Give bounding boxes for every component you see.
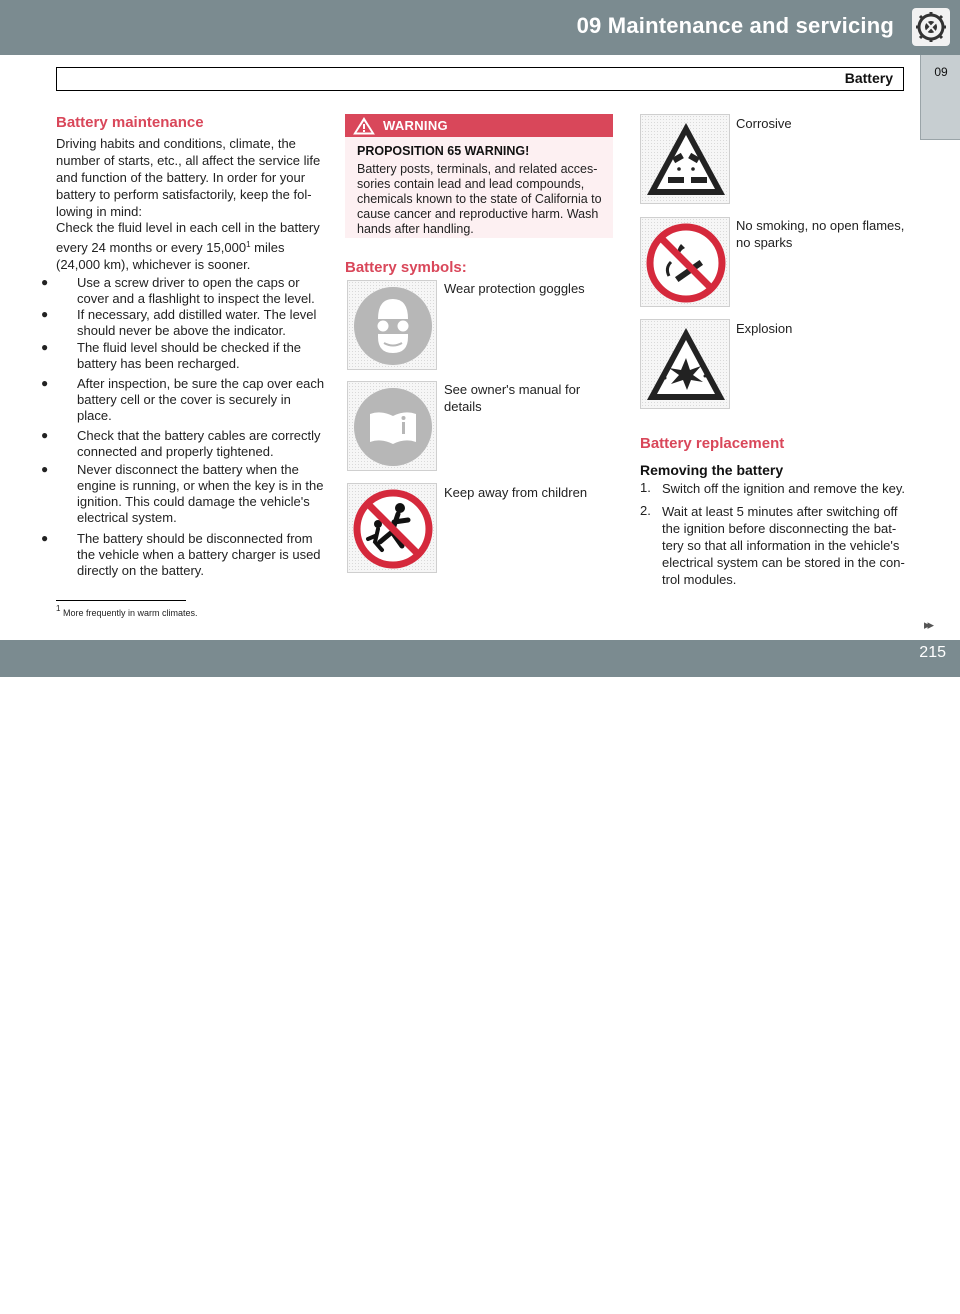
footnote — [56, 604, 198, 618]
warning-title: PROPOSITION 65 WARNING! — [357, 144, 530, 158]
footnote-divider — [56, 600, 186, 601]
warning-text: Battery posts, terminals, and related acces-sories contain lead and lead compounds, chemicals known to the state of California to cause cancer and reproductive harm. Wash hands after handling. — [357, 162, 602, 236]
chapter-tab[interactable] — [920, 55, 960, 140]
corrosive-icon — [640, 114, 730, 204]
bullet-icon: ● — [41, 462, 49, 476]
bullet-icon: ● — [41, 428, 49, 442]
symbol-label: No smoking, no open flames, no sparks — [736, 218, 905, 250]
bullet-icon: ● — [41, 376, 49, 390]
symbol-label: See owner's manual for details — [444, 382, 581, 414]
step-number: 1. — [640, 480, 651, 495]
symbol-label: Corrosive — [736, 116, 792, 131]
fluid-check-text: Check the fluid level in each cell in the battery every 24 months or every 15,000 — [56, 220, 320, 255]
chapter-tab-number: 09 — [934, 65, 948, 79]
list-item-text: After inspection, be sure the cap over each battery cell or the cover is securely in place. — [77, 376, 325, 423]
removing-subheading: Removing the battery — [640, 462, 784, 478]
explosion-icon — [640, 319, 730, 409]
warning-label: WARNING — [383, 118, 448, 133]
chapter-header — [0, 0, 960, 55]
page-footer — [0, 640, 960, 1313]
warning-box — [345, 114, 613, 238]
section-title: Battery — [844, 70, 893, 86]
replacement-heading: Battery replacement — [640, 435, 785, 452]
goggles-icon — [347, 280, 437, 370]
wrench-gear-icon — [912, 8, 950, 46]
page-number: 215 — [919, 644, 946, 661]
footnote-text: More frequently in warm climates. — [62, 608, 198, 618]
step-text: Wait at least 5 minutes after switching off the ignition before disconnecting the bat-tery so that all information in the vehicle's electrical system can be stored in the con-trol modules. — [662, 504, 905, 587]
symbols-heading: Battery symbols: — [345, 259, 467, 276]
bullet-icon: ● — [41, 307, 49, 321]
list-item-text: The battery should be disconnected from the vehicle when a battery charger is used directly on the battery. — [77, 531, 321, 578]
bullet-icon: ● — [41, 531, 49, 545]
step-text: Switch off the ignition and remove the key. — [662, 481, 906, 496]
next-page-arrows-icon[interactable]: ▸▸ — [924, 617, 932, 632]
no-children-icon — [347, 483, 437, 573]
maintenance-intro: Driving habits and conditions, climate, the number of starts, etc., all affect the service life and function of the battery. In order for your battery to perform satisfactorily, keep the fol-lowing in mind: — [56, 136, 321, 219]
list-item-text: Never disconnect the battery when the engine is running, or when the key is in the ignition. This could damage the vehicle's electrical system. — [77, 462, 324, 525]
warning-triangle-icon — [353, 117, 375, 140]
list-item-text: Use a screw driver to open the caps or cover and a flashlight to inspect the level. — [77, 275, 315, 306]
fluid-check-text-end: miles (24,000 km), whichever is sooner. — [56, 240, 285, 272]
footnote-ref[interactable]: 1 — [246, 240, 251, 249]
bullet-icon: ● — [41, 340, 49, 354]
step-number: 2. — [640, 503, 651, 518]
section-bar — [56, 67, 904, 91]
footnote-number: 1 — [56, 604, 61, 613]
symbol-label: Keep away from children — [444, 485, 588, 500]
maintenance-heading: Battery maintenance — [56, 114, 204, 131]
manual-icon — [347, 381, 437, 471]
warning-header — [345, 114, 613, 137]
list-item-text: If necessary, add distilled water. The level should never be above the indicator. — [77, 307, 317, 338]
no-smoking-icon — [640, 217, 730, 307]
watermark: carmanualsonline.info — [610, 1291, 823, 1313]
fluid-check-paragraph — [56, 219, 324, 273]
bullet-icon: ● — [41, 275, 49, 289]
list-item-text: Check that the battery cables are correctly connected and properly tightened. — [77, 428, 321, 459]
symbol-label: Explosion — [736, 321, 793, 336]
list-item-text: The fluid level should be checked if the battery has been recharged. — [77, 340, 302, 371]
symbol-label: Wear protection goggles — [444, 281, 585, 296]
chapter-title: 09 Maintenance and servicing — [576, 13, 894, 38]
